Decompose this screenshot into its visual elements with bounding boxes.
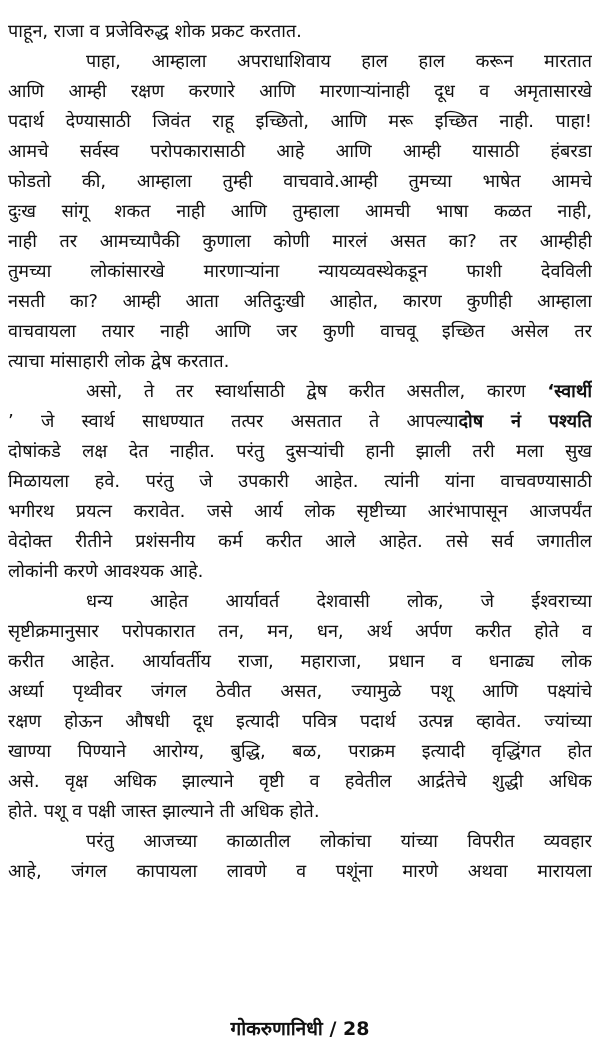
line-text: सृष्टीक्रमानुसार परोपकारात तन, मन, धन, अर्थ अर्पण करीत होते व — [8, 621, 592, 642]
text-line — [8, 857, 592, 887]
line-text: रक्षण होऊन औषधी दूध इत्यादी पवित्र पदार्थ उत्पन्न व्हावेत. ज्यांच्या — [8, 711, 592, 732]
line-text: खाण्या पिण्याने आरोग्य, बुद्धि, बळ, पराक्रम इत्यादी वृद्धिंगत होत — [8, 741, 592, 762]
text-line — [8, 257, 592, 287]
line-text: तुमच्या लोकांसारखे मारणाऱ्यांना न्यायव्यवस्थेकडून फाशी देवविली — [8, 261, 592, 282]
line-text: असे. वृक्ष अधिक झाल्याने वृष्टी व हवेतील आर्द्रतेचे शुद्धी अधिक — [8, 771, 592, 792]
line-text: फोडतो की, आम्हाला तुम्ही वाचवावे.आम्ही तुमच्या भाषेत आमचे — [8, 171, 592, 192]
text-line — [8, 227, 592, 257]
line-text: पाहून, राजा व प्रजेविरुद्ध शोक प्रकट करतात. — [8, 21, 302, 42]
text-line — [8, 557, 592, 587]
line-text: आहे, जंगल कापायला लावणे व पशूंना मारणे अथवा मारायला — [8, 861, 592, 882]
line-text: आणि आम्ही रक्षण करणारे आणि मारणाऱ्यांनाही दूध व अमृतासारखे — [8, 81, 592, 102]
text-line — [8, 497, 592, 527]
text-line — [8, 197, 592, 227]
line-text: होते. पशू व पक्षी जास्त झाल्याने ती अधिक होते. — [8, 801, 320, 822]
line-text: करीत आहेत. आर्यावर्तीय राजा, महाराजा, प्रधान व धनाढ्य लोक — [8, 651, 592, 672]
text-line — [8, 347, 592, 377]
line-text: पदार्थ देण्यासाठी जिवंत राहू इच्छितो, आणि मरू इच्छित नाही. पाहा! — [8, 111, 592, 132]
text-line — [8, 17, 592, 47]
text-line — [8, 407, 592, 437]
line-text: परंतु आजच्या काळातील लोकांचा यांच्या विपरीत व्यवहार — [86, 831, 592, 852]
text-line — [8, 317, 592, 347]
line-text: वेदोक्त रीतीने प्रशंसनीय कर्म करीत आले आहेत. तसे सर्व जगातील — [8, 531, 592, 552]
line-text: वाचवायला तयार नाही आणि जर कुणी वाचवू इच्छित असेल तर — [8, 321, 592, 342]
line-text: असो, ते तर स्वार्थासाठी द्वेष करीत असतील, कारण — [86, 381, 548, 402]
line-text: दोषांकडे लक्ष देत नाहीत. परंतु दुसऱ्यांची हानी झाली तरी मला सुख — [8, 441, 592, 462]
line-text: लोकांनी करणे आवश्यक आहे. — [8, 561, 204, 582]
text-line — [8, 137, 592, 167]
line-text: ’ जे स्वार्थ साधण्यात तत्पर असतात ते आपल्या — [8, 411, 459, 432]
text-line — [8, 587, 592, 617]
line-text: मिळायला हवे. परंतु जे उपकारी आहेत. त्यांनी यांना वाचवण्यासाठी — [8, 471, 592, 492]
line-text: त्याचा मांसाहारी लोक द्वेष करतात. — [8, 351, 230, 372]
line-text: भगीरथ प्रयत्न करावेत. जसे आर्य लोक सृष्टीच्या आरंभापासून आजपर्यंत — [8, 501, 592, 522]
bold-phrase: ‘स्वार्थी — [547, 381, 592, 402]
text-line — [8, 167, 592, 197]
line-text: नसती का? आम्ही आता अतिदुःखी आहोत, कारण कुणीही आम्हाला — [8, 291, 592, 312]
line-text: दुःख सांगू शकत नाही आणि तुम्हाला आमची भाषा कळत नाही, — [8, 201, 592, 222]
line-text: आमचे सर्वस्व परोपकारासाठी आहे आणि आम्ही यासाठी हंबरडा — [8, 141, 592, 162]
page-body — [8, 17, 592, 887]
text-line — [8, 47, 592, 77]
text-line — [8, 77, 592, 107]
line-text: अर्ध्या पृथ्वीवर जंगल ठेवीत असत, ज्यामुळे पशू आणि पक्ष्यांचे — [8, 681, 592, 702]
text-line — [8, 707, 592, 737]
text-line — [8, 797, 592, 827]
text-line — [8, 527, 592, 557]
text-line — [8, 467, 592, 497]
text-line — [8, 287, 592, 317]
text-line — [8, 827, 592, 857]
page-footer: गोकरुणानिधी / 28 — [230, 1018, 370, 1040]
text-line — [8, 107, 592, 137]
line-text: पाहा, आम्हाला अपराधाशिवाय हाल हाल करून मारतात — [86, 51, 592, 72]
text-line — [8, 677, 592, 707]
text-line — [8, 767, 592, 797]
text-line — [8, 377, 592, 407]
text-line — [8, 617, 592, 647]
text-line — [8, 737, 592, 767]
text-line — [8, 647, 592, 677]
bold-phrase: दोष नं पश्यति — [458, 411, 592, 432]
line-text: नाही तर आमच्यापैकी कुणाला कोणी मारलं असत का? तर आम्हीही — [8, 231, 592, 252]
text-line — [8, 437, 592, 467]
line-text: धन्य आहेत आर्यावर्त देशवासी लोक, जे ईश्वराच्या — [86, 591, 592, 612]
